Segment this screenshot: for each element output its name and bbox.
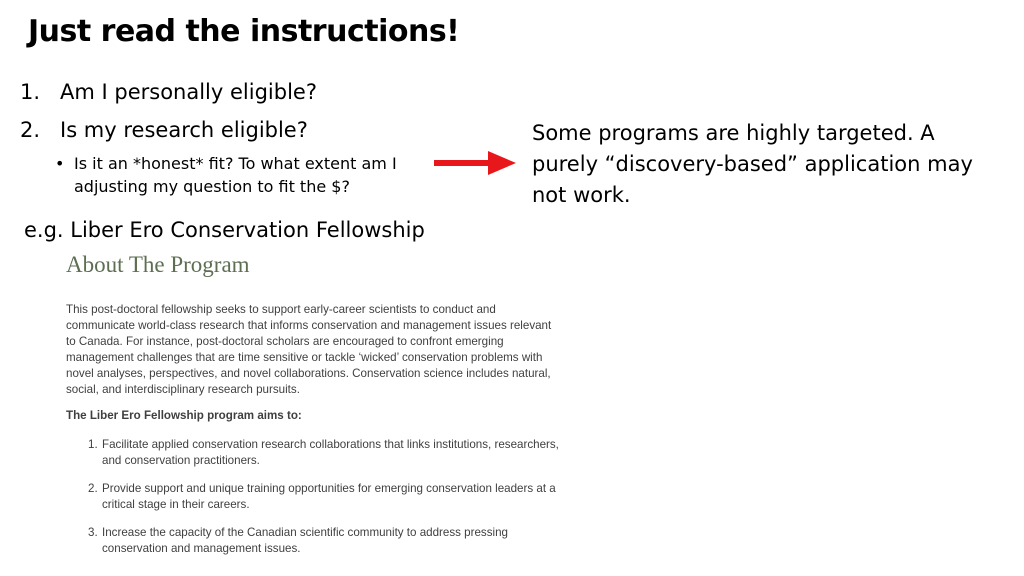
aims-heading: The Liber Ero Fellowship program aims to:	[66, 409, 302, 422]
slide-title: Just read the instructions!	[28, 14, 460, 49]
aim-text: Provide support and unique training opportunities for emerging conservation leaders at a critical stage in their careers.	[102, 482, 556, 511]
bullet-dot: •	[55, 154, 65, 173]
aim-item	[88, 437, 572, 469]
aim-number: 1.	[88, 438, 98, 451]
question-text: Am I personally eligible?	[60, 80, 317, 104]
question-number: 2.	[20, 118, 41, 142]
program-description: This post-doctoral fellowship seeks to support early-career scientists to conduct and communicate world-class research that informs conservation and management issues relevant to Canada. For instance, post-doctoral scholars are encouraged to confront emerging management challenges that are time sensitive or tackle ‘wicked’ conservation problems with novel analyses, perspectives, and novel collaborations. Conservation science includes natural, social, and interdisciplinary research pursuits.	[66, 303, 552, 396]
aim-item	[88, 525, 572, 557]
aim-text: Facilitate applied conservation research collaborations that links institutions, researchers, and conservation practitioners.	[102, 438, 559, 467]
question-text: Is my research eligible?	[60, 118, 308, 142]
aim-number: 3.	[88, 526, 98, 539]
sub-bullet	[55, 152, 435, 198]
aim-text: Increase the capacity of the Canadian scientific community to address pressing conservation and management issues.	[102, 526, 508, 555]
right-arrow-icon	[432, 150, 518, 176]
side-note: Some programs are highly targeted. A purely “discovery-based” application may not work.	[532, 121, 973, 207]
sub-bullet-text: Is it an *honest* fit? To what extent am I adjusting my question to fit the $?	[74, 154, 397, 196]
aim-item	[88, 481, 572, 513]
aims-list	[88, 437, 572, 569]
example-label: e.g. Liber Ero Conservation Fellowship	[24, 218, 425, 242]
aim-number: 2.	[88, 482, 98, 495]
program-heading: About The Program	[66, 252, 250, 277]
question-number: 1.	[20, 80, 41, 104]
